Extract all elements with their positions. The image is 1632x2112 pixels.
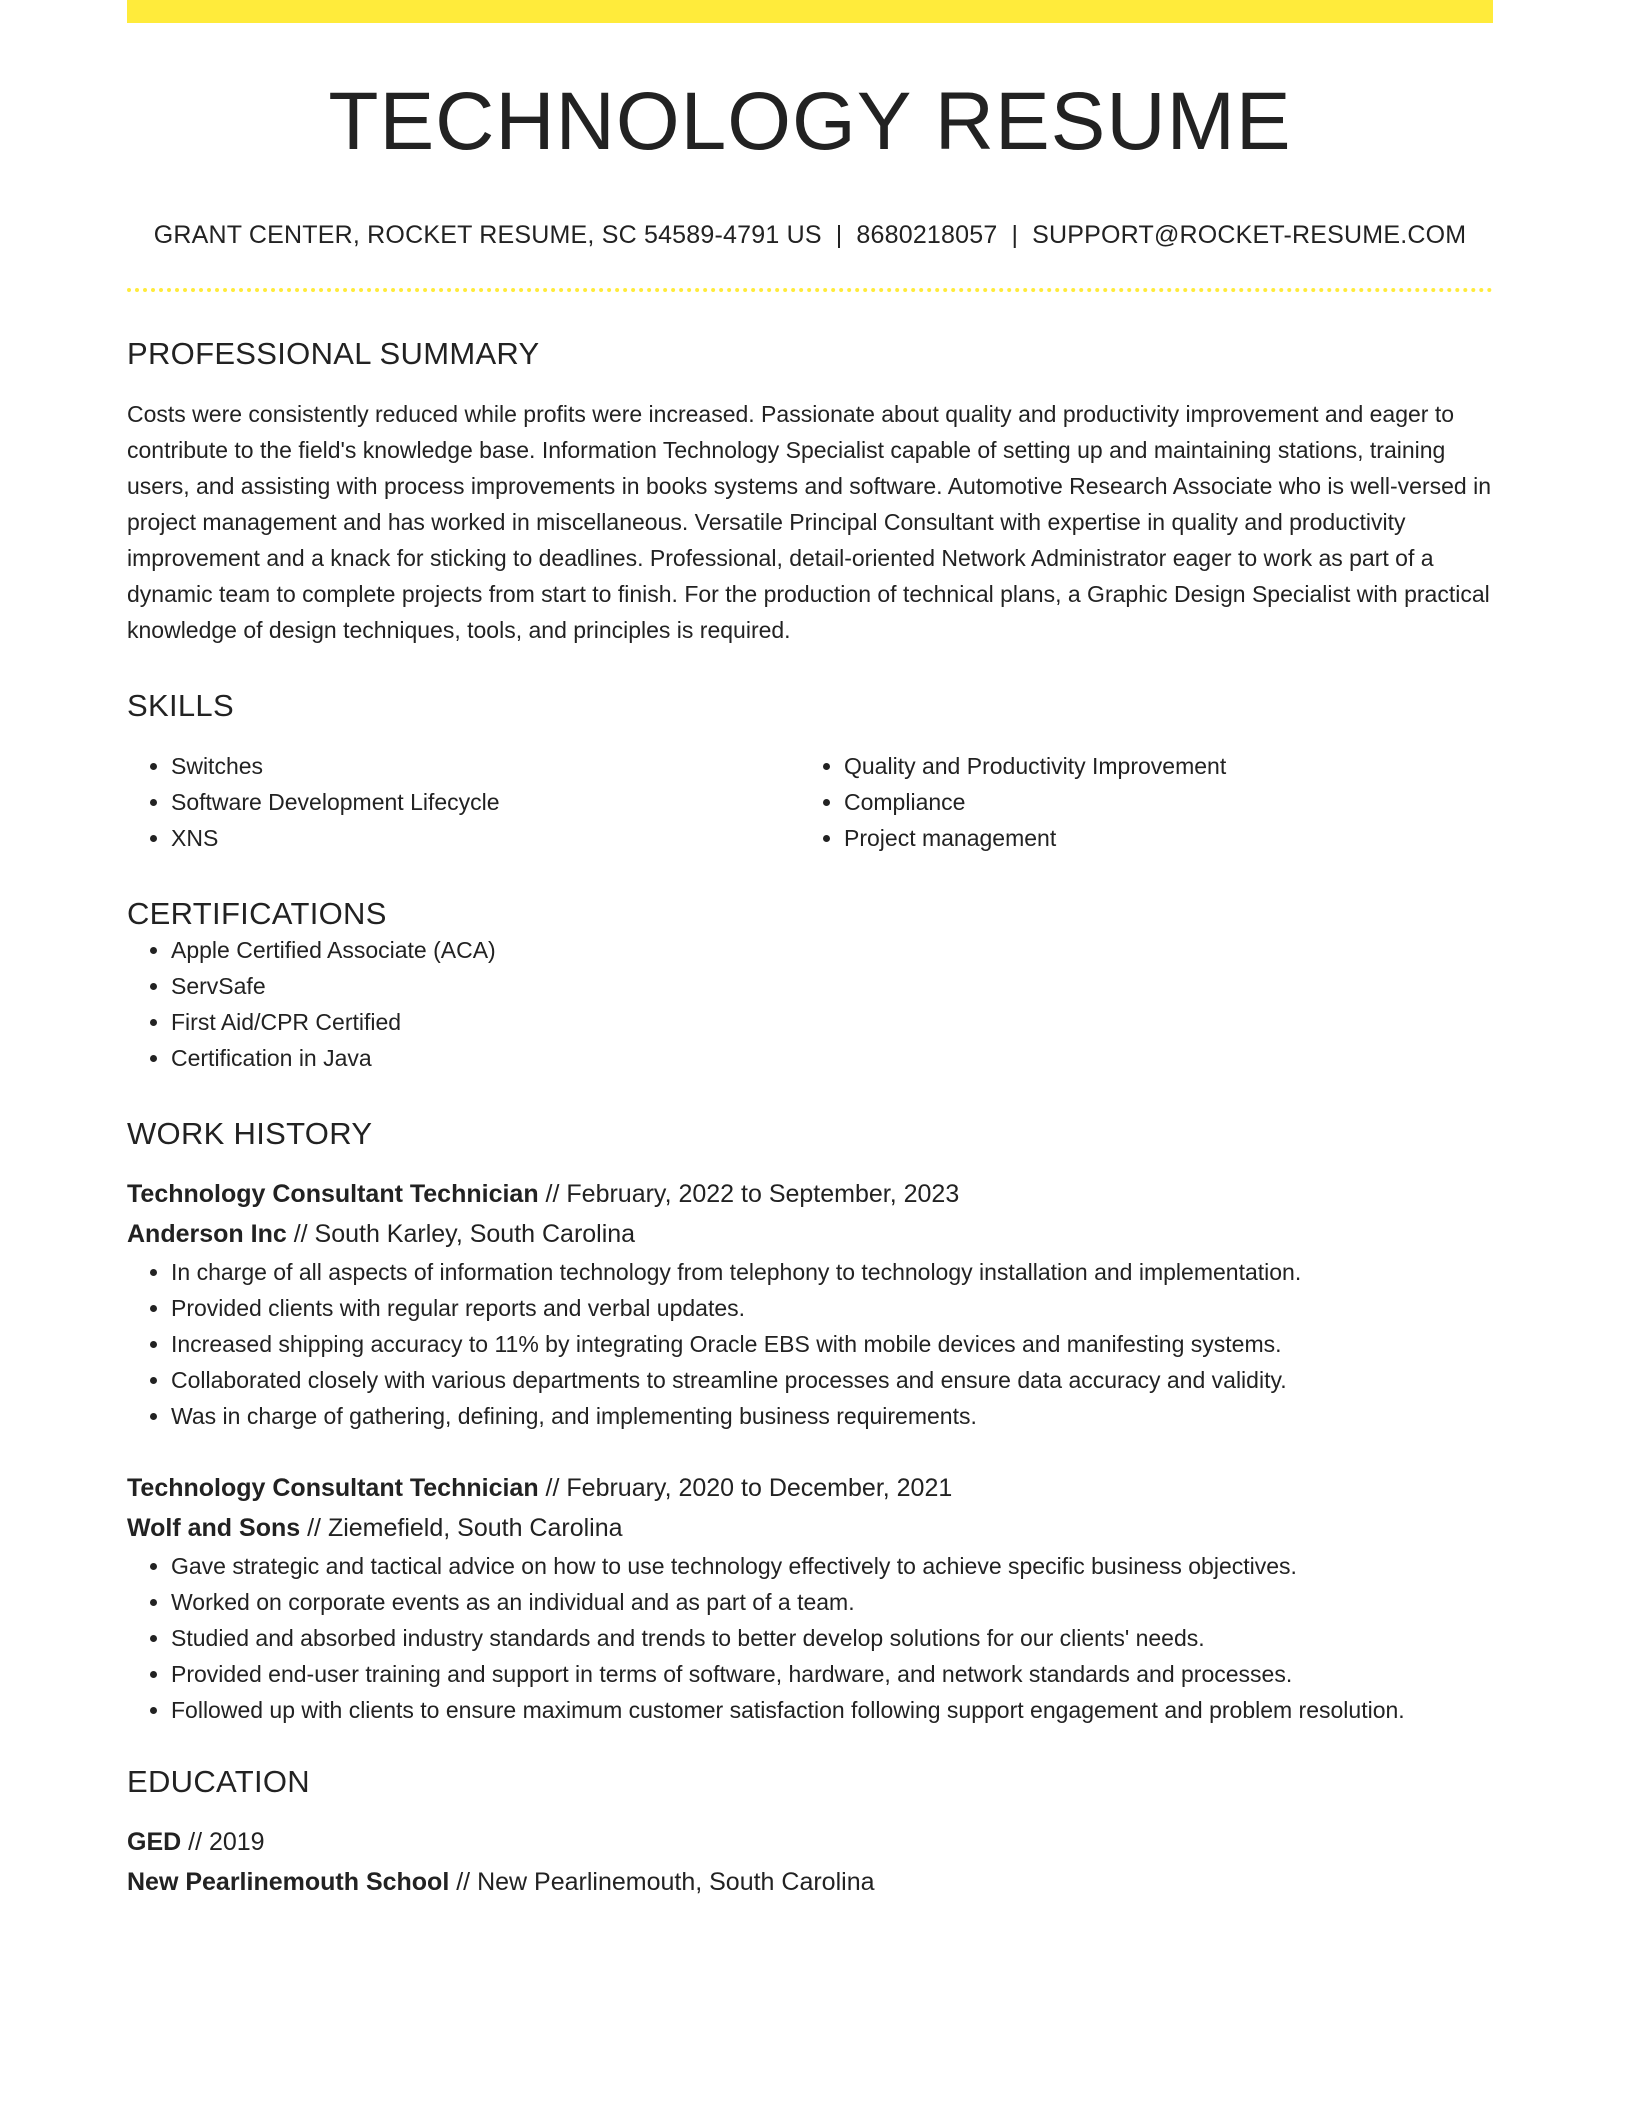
job-location: // South Karley, South Carolina (286, 1220, 636, 1248)
job-bullet: • In charge of all aspects of information technology from telephony to technology installation and implementation. (171, 1254, 1493, 1290)
contact-email: SUPPORT@ROCKET-RESUME.COM (1032, 221, 1467, 249)
education-degree: GED (127, 1828, 182, 1856)
job-dates: // February, 2020 to December, 2021 (538, 1474, 953, 1502)
job-position: Technology Consultant Technician (127, 1474, 539, 1502)
skill-item: • XNS (171, 820, 800, 856)
job-location: // Ziemefield, South Carolina (300, 1514, 623, 1542)
job-bullet: • Followed up with clients to ensure maximum customer satisfaction following support engagement and problem resolution. (171, 1692, 1493, 1728)
job-title-line (127, 1468, 1493, 1508)
contact-separator: | (1011, 221, 1019, 249)
skill-item: • Compliance (844, 784, 1473, 820)
skills-heading: SKILLS (127, 688, 234, 723)
contact-address: GRANT CENTER, ROCKET RESUME, SC 54589-4791 US (153, 221, 822, 249)
summary-text: Costs were consistently reduced while profits were increased. Passionate about quality and productivity improvement and eager to contribute to the field's knowledge base. Information Technology Specialist capable of setting up and maintaining stations, training users, and assisting with process improvements in books systems and software. Automotive Research Associate who is well-versed in project management and has worked in miscellaneous. Versatile Principal Consultant with expertise in quality and productivity improvement and a knack for sticking to deadlines. Professional, detail-oriented Network Administrator eager to work as part of a dynamic team to complete projects from start to finish. For the production of technical plans, a Graphic Design Specialist with practical knowledge of design techniques, tools, and principles is required. (127, 401, 1491, 643)
job-title-line (127, 1174, 1493, 1214)
job-bullet: • Gave strategic and tactical advice on how to use technology effectively to achieve specific business objectives. (171, 1548, 1493, 1584)
education-year: // 2019 (181, 1828, 265, 1856)
skill-item: • Software Development Lifecycle (171, 784, 800, 820)
education-school-line (127, 1862, 1493, 1902)
education-location: // New Pearlinemouth, South Carolina (449, 1868, 875, 1896)
skills-column-left (127, 748, 800, 856)
skills-column-right (800, 748, 1473, 856)
resume-title: TECHNOLOGY RESUME (328, 76, 1292, 167)
contact-line (127, 221, 1493, 250)
skills-grid (127, 748, 1493, 856)
job-company-line (127, 1214, 1493, 1254)
summary-heading: PROFESSIONAL SUMMARY (127, 336, 540, 371)
job-bullet: • Worked on corporate events as an individual and as part of a team. (171, 1584, 1493, 1620)
skill-item: • Project management (844, 820, 1473, 856)
job-bullets (127, 1254, 1493, 1434)
job-company: Anderson Inc (127, 1220, 287, 1248)
education-school: New Pearlinemouth School (127, 1868, 450, 1896)
resume-page (127, 0, 1493, 1902)
accent-top-bar (127, 0, 1493, 23)
education-degree-line (127, 1822, 1493, 1862)
job-bullets (127, 1548, 1493, 1728)
job-bullet: • Provided clients with regular reports and verbal updates. (171, 1290, 1493, 1326)
certifications-heading: CERTIFICATIONS (127, 896, 387, 931)
skill-item: • Quality and Productivity Improvement (844, 748, 1473, 784)
certification-item: • First Aid/CPR Certified (171, 1004, 1493, 1040)
job-position: Technology Consultant Technician (127, 1180, 539, 1208)
work-history-heading: WORK HISTORY (127, 1116, 373, 1151)
job-bullet: • Studied and absorbed industry standards and trends to better develop solutions for our clients' needs. (171, 1620, 1493, 1656)
certification-item: • Apple Certified Associate (ACA) (171, 932, 1493, 968)
certification-item: • Certification in Java (171, 1040, 1493, 1076)
dotted-divider (127, 288, 1493, 292)
job-dates: // February, 2022 to September, 2023 (538, 1180, 960, 1208)
job-bullet: • Provided end-user training and support in terms of software, hardware, and network standards and processes. (171, 1656, 1493, 1692)
contact-phone: 8680218057 (856, 221, 998, 249)
job-company-line (127, 1508, 1493, 1548)
contact-separator: | (835, 221, 843, 249)
skill-item: • Switches (171, 748, 800, 784)
certification-item: • ServSafe (171, 968, 1493, 1004)
job-bullet: • Collaborated closely with various departments to streamline processes and ensure data accuracy and validity. (171, 1362, 1493, 1398)
job-bullet: • Increased shipping accuracy to 11% by integrating Oracle EBS with mobile devices and manifesting systems. (171, 1326, 1493, 1362)
education-heading: EDUCATION (127, 1764, 310, 1799)
certifications-list (127, 932, 1493, 1076)
job-company: Wolf and Sons (127, 1514, 301, 1542)
job-bullet: • Was in charge of gathering, defining, and implementing business requirements. (171, 1398, 1493, 1434)
